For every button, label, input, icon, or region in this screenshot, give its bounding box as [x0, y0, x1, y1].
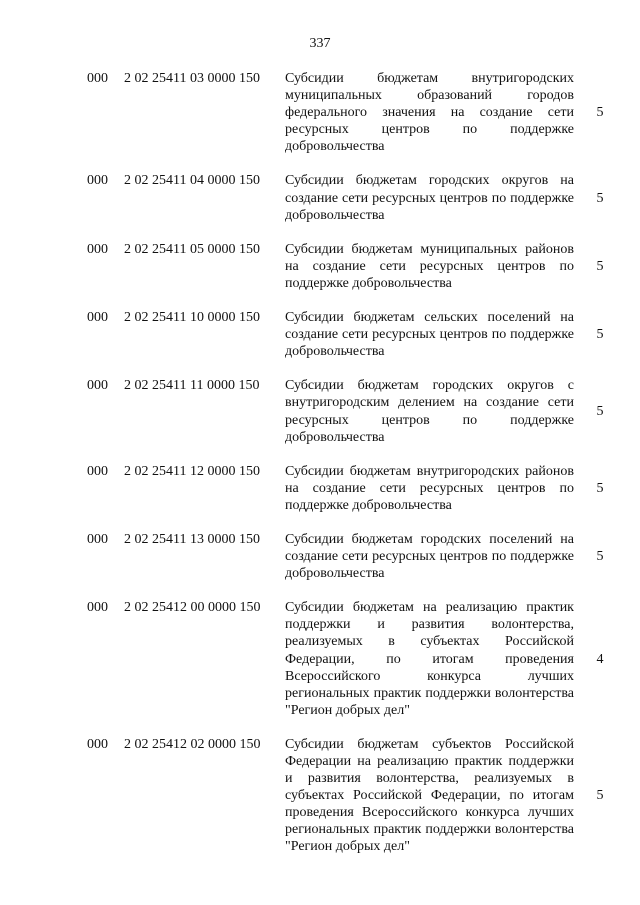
budget-classification-code: 2 02 25411 12 0000 150	[124, 463, 260, 479]
income-name: Субсидии бюджетам муниципальных районов на создание сети ресурсных центров по поддержке добровольчества	[285, 241, 574, 291]
admin-code: 000	[87, 736, 108, 752]
admin-code: 000	[87, 531, 108, 547]
income-name: Субсидии бюджетам городских поселений на создание сети ресурсных центров по поддержке добровольчества	[285, 531, 574, 582]
income-name: Субсидии бюджетам городских округов с внутригородским делением на создание сети ресурсных центров по поддержке добровольчества	[285, 378, 574, 445]
standard-value: 5	[596, 258, 604, 274]
standard-value: 5	[596, 549, 604, 565]
admin-code: 000	[87, 600, 108, 616]
budget-classification-code: 2 02 25411 13 0000 150	[124, 531, 260, 547]
table-row	[0, 736, 640, 856]
table-row	[0, 70, 640, 155]
table-row	[0, 309, 640, 360]
admin-code: 000	[87, 463, 108, 479]
budget-classification-code: 2 02 25411 10 0000 150	[124, 310, 260, 326]
income-name: Субсидии бюджетам на реализацию практик поддержки и развития волонтерства, реализуемых в субъектах Российской Федерации, по итогам проведения Всероссийского конкурса лучших региональных практик поддержки волонтерства "Регион добрых дел"	[285, 600, 574, 718]
admin-code: 000	[87, 173, 108, 189]
table-row	[0, 531, 640, 582]
budget-classification-code: 2 02 25412 00 0000 150	[124, 600, 261, 616]
budget-classification-code: 2 02 25411 03 0000 150	[124, 71, 260, 86]
page-number: 337	[309, 36, 331, 51]
budget-classification-code: 2 02 25411 04 0000 150	[124, 173, 260, 189]
standard-value: 5	[596, 480, 604, 496]
table-row	[0, 377, 640, 445]
table-row	[0, 599, 640, 719]
table-row	[0, 172, 640, 223]
admin-code: 000	[87, 378, 108, 394]
budget-classification-code: 2 02 25411 05 0000 150	[124, 241, 260, 257]
income-name: Субсидии бюджетам сельских поселений на создание сети ресурсных центров по поддержке добровольчества	[285, 310, 574, 360]
budget-classification-code: 2 02 25411 11 0000 150	[124, 378, 260, 394]
table-row	[0, 463, 640, 514]
admin-code: 000	[87, 71, 108, 86]
admin-code: 000	[87, 241, 108, 257]
admin-code: 000	[87, 310, 108, 326]
standard-value: 5	[596, 190, 604, 206]
standard-value: 5	[596, 403, 604, 419]
income-name: Субсидии бюджетам субъектов Российской Федерации на реализацию практик поддержки и развития волонтерства, реализуемых в субъектах Российской Федерации, по итогам проведения Всероссийского конкурса лучших региональных практик поддержки волонтерства "Регион добрых дел"	[285, 736, 574, 855]
income-name: Субсидии бюджетам внутригородских муниципальных образований городов федерального значения на создание сети ресурсных центров по поддержке добровольчества	[285, 71, 574, 155]
income-name: Субсидии бюджетам городских округов на создание сети ресурсных центров по поддержке добровольчества	[285, 173, 574, 223]
standard-value: 5	[596, 105, 604, 121]
standard-value: 4	[596, 651, 604, 667]
standard-value: 5	[596, 327, 604, 343]
budget-code-table	[0, 70, 640, 873]
standard-value: 5	[596, 788, 604, 804]
table-row	[0, 241, 640, 292]
income-name: Субсидии бюджетам внутригородских районов на создание сети ресурсных центров по поддержке добровольчества	[285, 463, 574, 513]
budget-classification-code: 2 02 25412 02 0000 150	[124, 736, 261, 752]
